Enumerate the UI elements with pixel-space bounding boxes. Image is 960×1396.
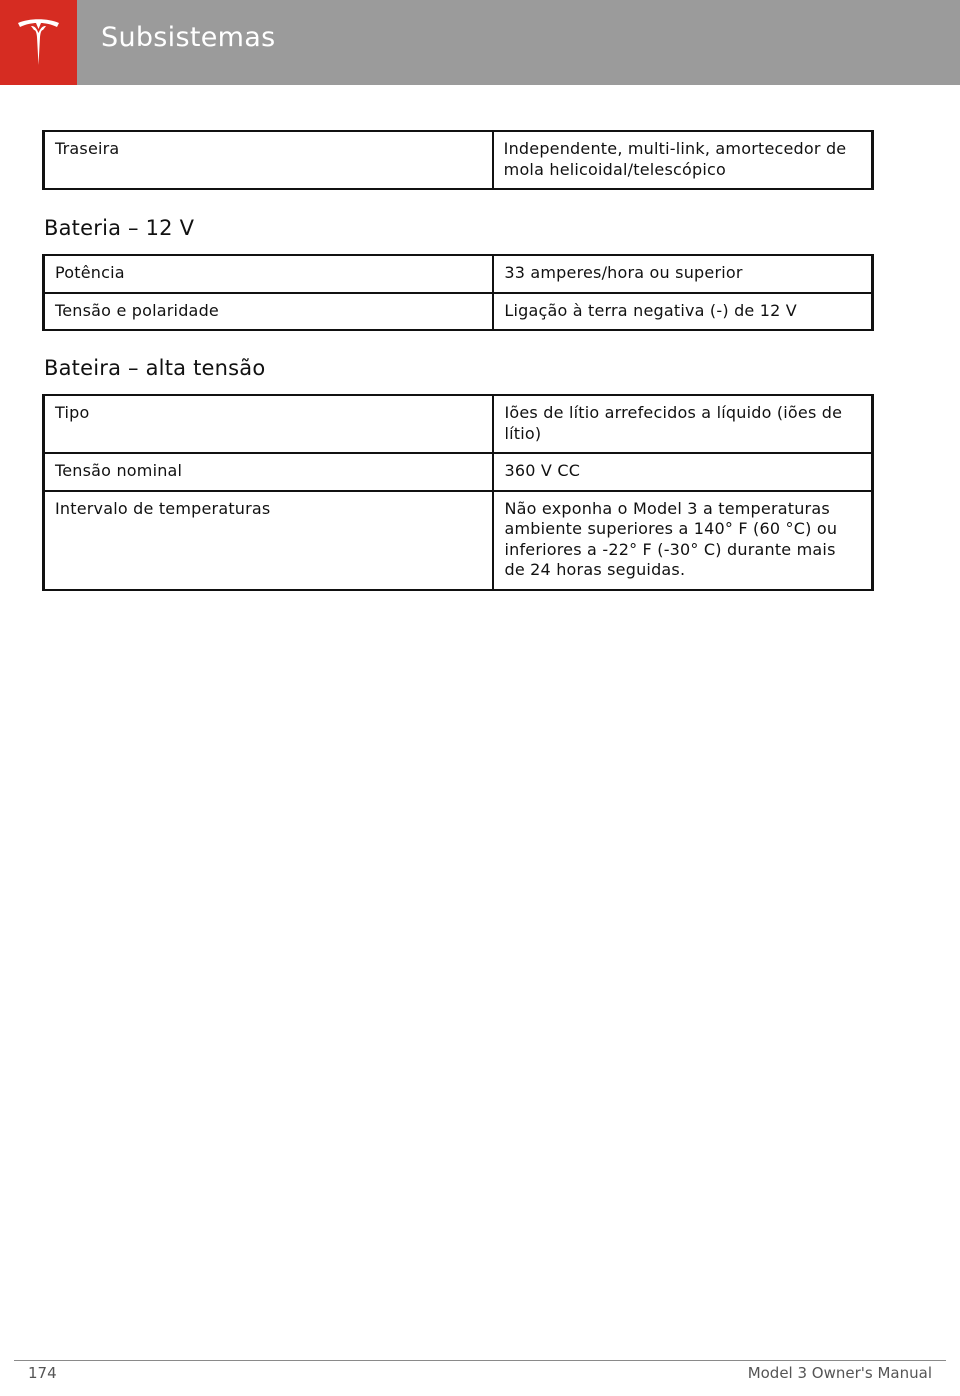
spec-label: Tensão e polaridade	[44, 293, 494, 331]
table-row	[44, 453, 873, 491]
rear-suspension-table	[42, 130, 874, 190]
table-row	[44, 293, 873, 331]
spec-value: 33 amperes/hora ou superior	[493, 255, 872, 293]
section-title-battery-hv: Bateira – alta tensão	[44, 356, 266, 380]
tesla-logo	[0, 0, 77, 85]
spec-label: Intervalo de temperaturas	[44, 491, 494, 590]
spec-value: Ligação à terra negativa (-) de 12 V	[493, 293, 872, 331]
tesla-logo-icon	[15, 17, 62, 69]
spec-label: Tensão nominal	[44, 453, 494, 491]
battery-hv-table	[42, 394, 874, 591]
spec-label: Potência	[44, 255, 494, 293]
spec-label: Traseira	[44, 131, 493, 189]
page-number: 174	[28, 1364, 57, 1382]
battery-12v-table	[42, 254, 874, 331]
page-title: Subsistemas	[101, 22, 276, 53]
spec-value: Não exponha o Model 3 a temperaturas ambiente superiores a 140° F (60 °C) ou inferiores a -22° F (-30° C) durante mais de 24 horas seguidas.	[493, 491, 872, 590]
spec-value: Iões de lítio arrefecidos a líquido (iões de lítio)	[493, 395, 872, 453]
table-row	[44, 255, 873, 293]
spec-value: Independente, multi-link, amortecedor de mola helicoidal/telescópico	[493, 131, 873, 189]
table-row	[44, 395, 873, 453]
footer-divider	[14, 1360, 946, 1361]
page-header	[0, 0, 960, 85]
table-row	[44, 491, 873, 590]
spec-value: 360 V CC	[493, 453, 872, 491]
table-row	[44, 131, 873, 189]
spec-label: Tipo	[44, 395, 494, 453]
footer-manual-title: Model 3 Owner's Manual	[747, 1364, 932, 1382]
section-title-battery-12v: Bateria – 12 V	[44, 216, 195, 240]
